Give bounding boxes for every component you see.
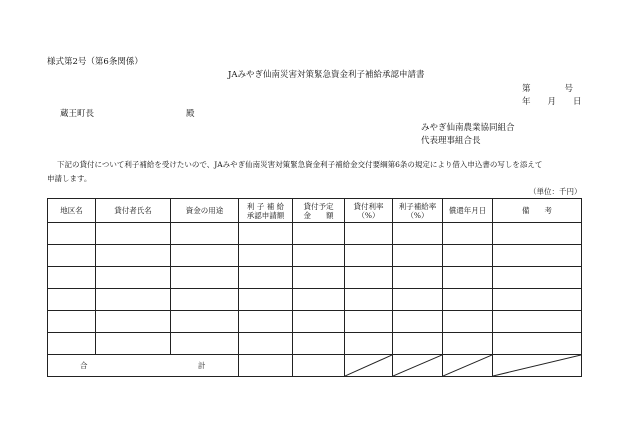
applicant-organization: みやぎ仙南農業協同組合: [421, 123, 515, 133]
table-header-row: [48, 199, 582, 223]
honorific: 殿: [186, 109, 195, 119]
total-loan-amount: [293, 355, 345, 377]
table-row: [48, 245, 582, 267]
application-table: [47, 198, 582, 377]
total-subsidy-amount: [239, 355, 293, 377]
header-remarks: 備 考: [493, 199, 582, 223]
header-district: 地区名: [48, 199, 96, 223]
applicant-title: 代表理事組合長: [421, 136, 481, 146]
table-row: [48, 223, 582, 245]
table-row: [48, 267, 582, 289]
document-number-label: 第 号: [522, 84, 574, 94]
header-fund-purpose: 資金の用途: [171, 199, 239, 223]
form-number: 様式第2号（第6条関係）: [47, 57, 143, 67]
document-title: JAみやぎ仙南災害対策緊急資金利子補給承認申請書: [228, 70, 425, 80]
body-text-line-1: 下記の貸付について利子補給を受けたいので、JAみやぎ仙南災害対策緊急資金利子補給金交付要綱第6条の規定により借入申込書の写しを添えて: [57, 160, 543, 169]
header-subsidy-amount: 利 子 補 給 承認申請額: [239, 199, 293, 223]
header-subsidy-rate: 利子補給率 （%）: [393, 199, 443, 223]
table-total-row: [48, 355, 582, 377]
total-label-cell: [48, 355, 239, 377]
total-label-right: 計: [198, 361, 206, 370]
total-loan-rate-slash: [345, 355, 393, 377]
header-repayment-date: 償還年月日: [443, 199, 493, 223]
header-loan-rate: 貸付利率 （%）: [345, 199, 393, 223]
total-remarks-slash: [493, 355, 582, 377]
unit-note: （単位：千円）: [529, 187, 582, 196]
body-text-line-2: 申請します。: [47, 174, 92, 183]
table-row: [48, 333, 582, 355]
total-subsidy-rate-slash: [393, 355, 443, 377]
total-label-left: 合: [80, 361, 88, 370]
table-row: [48, 289, 582, 311]
date-label: 年 月 日: [522, 97, 582, 107]
total-repayment-slash: [443, 355, 493, 377]
table-row: [48, 311, 582, 333]
header-loan-amount: 貸付予定 金 額: [293, 199, 345, 223]
addressee: 蔵王町長: [60, 109, 95, 119]
header-borrower-name: 貸付者氏名: [96, 199, 171, 223]
